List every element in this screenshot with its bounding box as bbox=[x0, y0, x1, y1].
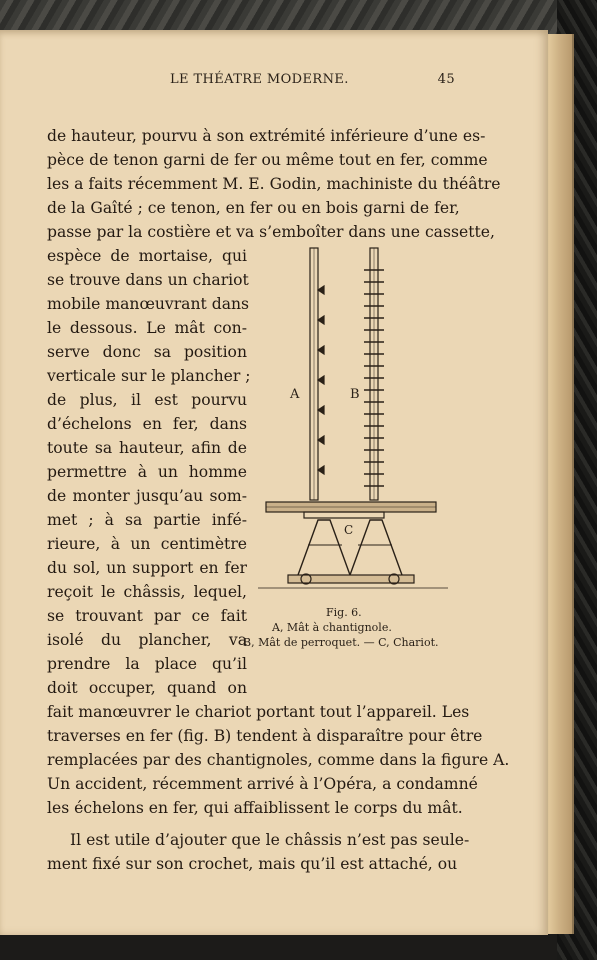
chariot-top bbox=[304, 512, 384, 518]
text-line: se trouvant par ce fait bbox=[47, 607, 247, 625]
text-line: de plus, il est pourvu bbox=[47, 391, 247, 409]
text-line: le dessous. Le mât con- bbox=[47, 319, 247, 337]
label-a: A bbox=[290, 387, 300, 402]
text-line: d’échelons en fer, dans bbox=[47, 415, 247, 433]
text-line: remplacées par des chantignoles, comme dans la figure A. bbox=[47, 751, 510, 769]
text-line: verticale sur le plancher ; bbox=[47, 367, 251, 385]
text-line: serve donc sa position bbox=[47, 343, 247, 361]
text-line: de monter jusqu’au som- bbox=[47, 487, 247, 505]
chantignoles bbox=[318, 286, 324, 474]
text-line: met ; à sa partie infé- bbox=[47, 511, 247, 529]
running-title: LE THÉATRE MODERNE. bbox=[170, 72, 349, 87]
text-line: pèce de tenon garni de fer ou même tout en fer, comme bbox=[47, 151, 488, 169]
text-line: Un accident, récemment arrivé à l’Opéra, a condamné bbox=[47, 775, 478, 793]
figure-caption-line1: A, Mât à chantignole. bbox=[272, 621, 392, 634]
text-line: toute sa hauteur, afin de bbox=[47, 439, 247, 457]
text-line: prendre la place qu’il bbox=[47, 655, 247, 673]
text-line: mobile manœuvrant dans bbox=[47, 295, 250, 313]
chariot-base bbox=[288, 575, 414, 583]
figure-caption-title: Fig. 6. bbox=[326, 606, 362, 619]
figure-caption-line2: B, Mât de perroquet. — C, Chariot. bbox=[243, 636, 439, 649]
mast-diagram bbox=[258, 240, 458, 610]
text-line: traverses en fer (fig. B) tendent à disparaître pour être bbox=[47, 727, 483, 745]
page-number: 45 bbox=[437, 72, 455, 87]
figure-6-illustration bbox=[258, 240, 458, 610]
label-c: C bbox=[344, 523, 354, 537]
text-line: de hauteur, pourvu à son extrémité inférieure d’une es- bbox=[47, 127, 486, 145]
text-line: passe par la costière et va s’emboîter dans une cassette, bbox=[47, 223, 495, 241]
text-line: isolé du plancher, va bbox=[47, 631, 247, 649]
text-line: ment fixé sur son crochet, mais qu’il est attaché, ou bbox=[47, 855, 458, 873]
running-header bbox=[170, 72, 455, 92]
label-b: B bbox=[350, 387, 360, 402]
text-line: les a faits récemment M. E. Godin, machiniste du théâtre bbox=[47, 175, 501, 193]
text-line: de la Gaîté ; ce tenon, en fer ou en bois garni de fer, bbox=[47, 199, 460, 217]
text-line: reçoit le châssis, lequel, bbox=[47, 583, 247, 601]
text-line: permettre à un homme bbox=[47, 463, 247, 481]
text-line: doit occuper, quand on bbox=[47, 679, 247, 697]
text-line: espèce de mortaise, qui bbox=[47, 247, 247, 265]
text-line: rieure, à un centimètre bbox=[47, 535, 247, 553]
text-line: fait manœuvrer le chariot portant tout l’appareil. Les bbox=[47, 703, 470, 721]
text-line: du sol, un support en fer bbox=[47, 559, 247, 577]
text-line: Il est utile d’ajouter que le châssis n’est pas seule- bbox=[70, 831, 470, 849]
text-line: les échelons en fer, qui affaiblissent le corps du mât. bbox=[47, 799, 463, 817]
text-line: se trouve dans un chariot bbox=[47, 271, 249, 289]
